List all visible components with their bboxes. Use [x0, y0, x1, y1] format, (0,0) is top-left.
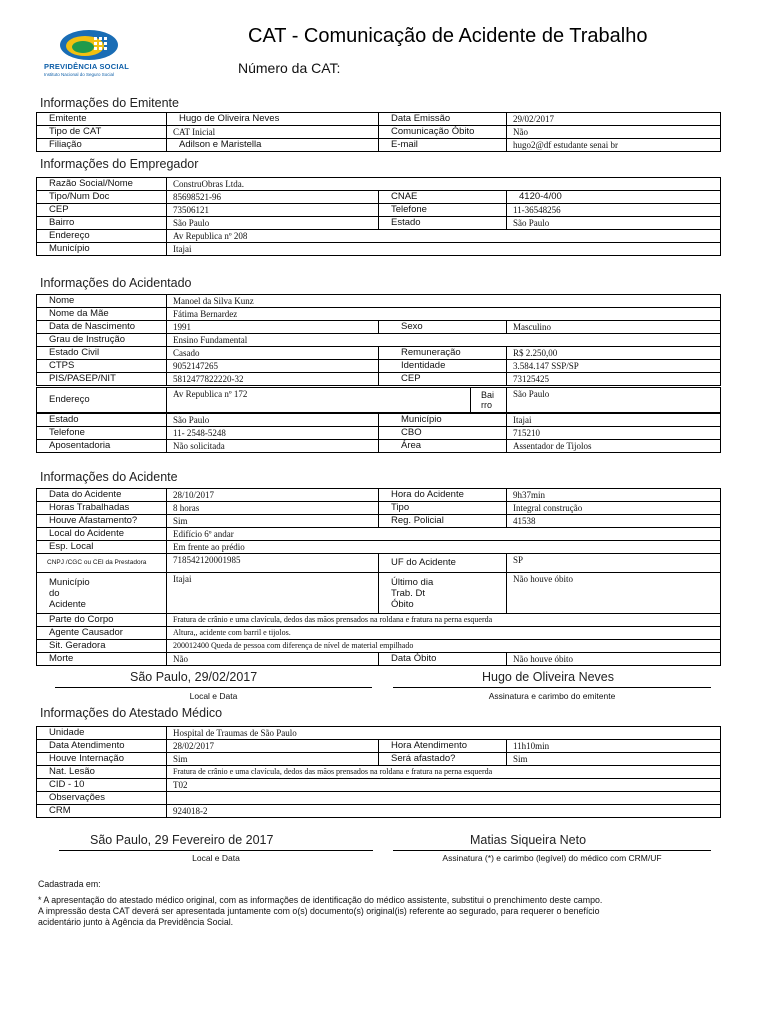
field-label: CEP	[37, 204, 167, 217]
field-label: Esp. Local	[37, 541, 167, 554]
field-value: Edifício 6º andar	[167, 528, 721, 541]
field-value: Não houve óbito	[507, 573, 721, 614]
footer-note-2: A impressão desta CAT deverá ser apresentada juntamente com o(s) documento(s) original(is) referente ao segurado, para requerer o benefício	[38, 906, 600, 916]
field-label: CNPJ /CGC ou CEI da Prestadora	[37, 554, 167, 573]
field-value: ConstruObras Ltda.	[167, 178, 721, 191]
field-label: Nat. Lesão	[37, 766, 167, 779]
field-value: Integral construção	[507, 502, 721, 515]
field-value: 11-36548256	[507, 204, 721, 217]
field-value: 73125425	[507, 373, 721, 386]
field-value: Fátima Bernardez	[167, 308, 721, 321]
bairro-label-line1: Bai	[481, 390, 495, 400]
field-value: Casado	[167, 347, 379, 360]
field-value: 11h10min	[507, 740, 721, 753]
field-label: Município	[37, 243, 167, 256]
field-label: E-mail	[379, 139, 507, 152]
ultimo-label-line1: Último dia	[391, 576, 434, 588]
field-label	[379, 573, 507, 614]
field-label: Tipo/Num Doc	[37, 191, 167, 204]
field-value: Itajai	[507, 414, 721, 427]
section-emitente-title: Informações do Emitente	[40, 96, 179, 110]
field-value: Não houve óbito	[507, 653, 721, 666]
field-value: 715210	[507, 427, 721, 440]
signature-caption: Assinatura e carimbo do emitente	[488, 691, 616, 701]
signature-line	[393, 687, 711, 688]
field-value: Fratura de crânio e uma clavícula, dedos das mãos prensados na roldana e fratura na perna esquerda	[167, 614, 721, 627]
field-label: Município	[379, 414, 507, 427]
field-value: Não	[507, 126, 721, 139]
logo-subtitle: Instituto Nacional do Seguro Social	[44, 72, 115, 77]
field-label: Comunicação Óbito	[379, 126, 507, 139]
atestado-table	[36, 726, 721, 818]
field-value: 41538	[507, 515, 721, 528]
field-label: Nome	[37, 295, 167, 308]
field-label: Grau de Instrução	[37, 334, 167, 347]
local-data-caption: Local e Data	[189, 691, 238, 701]
field-value: Sim	[167, 753, 379, 766]
field-label: Observações	[37, 792, 167, 805]
section-empregador-title: Informações do Empregador	[40, 157, 199, 171]
field-label: Tipo	[379, 502, 507, 515]
field-value: 8 horas	[167, 502, 379, 515]
field-label: Telefone	[37, 427, 167, 440]
field-label: Emitente	[37, 113, 167, 126]
medico-local-data-caption: Local e Data	[192, 853, 240, 863]
empregador-table	[36, 177, 721, 256]
field-label: Sexo	[379, 321, 507, 334]
field-value: Itajai	[167, 243, 721, 256]
field-label: Endereço	[37, 230, 167, 243]
field-label: CID - 10	[37, 779, 167, 792]
field-label: Houve Afastamento?	[37, 515, 167, 528]
section-acidentado-title: Informações do Acidentado	[40, 276, 192, 290]
field-label: Sit. Geradora	[37, 640, 167, 653]
field-label: Aposentadoria	[37, 440, 167, 453]
field-value: Assentador de Tijolos	[507, 440, 721, 453]
field-value: 85698521-96	[167, 191, 379, 204]
field-value: Av Republica nº 208	[167, 230, 721, 243]
field-value: 73506121	[167, 204, 379, 217]
municipio-label-line3: Acidente	[49, 598, 86, 610]
footer-note-1: * A apresentação do atestado médico original, com as informações de identificação do médico assistente, substitui o prenchimento deste campo.	[38, 895, 603, 905]
field-value: 9052147265	[167, 360, 379, 373]
footer-note-3: acidentário junto à Agência da Previdência Social.	[38, 917, 234, 927]
field-value: 28/02/2017	[167, 740, 379, 753]
field-value: 4120-4/00	[507, 191, 721, 204]
field-label: Horas Trabalhadas	[37, 502, 167, 515]
field-label: Data Óbito	[379, 653, 507, 666]
field-label: Estado	[379, 217, 507, 230]
field-label: Endereço	[37, 388, 167, 413]
field-value: São Paulo	[507, 217, 721, 230]
previdencia-logo-icon	[58, 28, 120, 62]
field-label: CNAE	[379, 191, 507, 204]
field-value: 3.584.147 SSP/SP	[507, 360, 721, 373]
field-value: São Paulo	[167, 414, 379, 427]
field-label: Data de Nascimento	[37, 321, 167, 334]
field-value: São Paulo	[507, 388, 721, 413]
field-label: Telefone	[379, 204, 507, 217]
field-value: São Paulo	[167, 217, 379, 230]
field-label: Hora Atendimento	[379, 740, 507, 753]
field-value	[167, 792, 721, 805]
field-value: Altura,, acidente com barril e tijolos.	[167, 627, 721, 640]
field-label: Filiação	[37, 139, 167, 152]
field-value: Itajai	[167, 573, 379, 614]
field-value: Adilson e Maristella	[167, 139, 379, 152]
field-value: Masculino	[507, 321, 721, 334]
ultimo-label-line2: Trab. Dt	[391, 587, 425, 599]
field-label	[37, 573, 167, 614]
acidentado-table	[36, 294, 721, 386]
bairro-label-line2: rro	[481, 400, 492, 410]
section-acidente-title: Informações do Acidente	[40, 470, 178, 484]
field-value: 1991	[167, 321, 379, 334]
field-value: 11- 2548-5248	[167, 427, 379, 440]
field-label: Estado	[37, 414, 167, 427]
field-label: UF do Acidente	[379, 554, 507, 573]
field-label: Houve Internação	[37, 753, 167, 766]
field-value: SP	[507, 554, 721, 573]
field-value: 200012400 Queda de pessoa com diferença de nível de material empilhado	[167, 640, 721, 653]
ultimo-label-line3: Óbito	[391, 598, 414, 610]
field-label: Data do Acidente	[37, 489, 167, 502]
field-value: Sim	[167, 515, 379, 528]
field-label: Razão Social/Nome	[37, 178, 167, 191]
field-label: CTPS	[37, 360, 167, 373]
field-label: Agente Causador	[37, 627, 167, 640]
field-value: 5812477822220-32	[167, 373, 379, 386]
medico-local-data-text: São Paulo, 29 Fevereiro de 2017	[90, 833, 274, 847]
field-label	[471, 388, 507, 413]
field-label: Remuneração	[379, 347, 507, 360]
field-value: Hugo de Oliveira Neves	[167, 113, 379, 126]
medico-local-data-line	[59, 850, 373, 851]
municipio-label-line2: do	[49, 587, 60, 599]
field-value: T02	[167, 779, 721, 792]
field-label: CEP	[379, 373, 507, 386]
field-value: Sim	[507, 753, 721, 766]
field-value: Ensino Fundamental	[167, 334, 721, 347]
field-label: Parte do Corpo	[37, 614, 167, 627]
field-label: Local do Acidente	[37, 528, 167, 541]
field-value: 9h37min	[507, 489, 721, 502]
local-data-text: São Paulo, 29/02/2017	[130, 670, 258, 684]
field-value: 29/02/2017	[507, 113, 721, 126]
field-label: Reg. Policial	[379, 515, 507, 528]
page-title: CAT - Comunicação de Acidente de Trabalho	[248, 25, 648, 47]
field-value: Manoel da Silva Kunz	[167, 295, 721, 308]
field-label: CRM	[37, 805, 167, 818]
field-value: hugo2@df estudante senai br	[507, 139, 721, 152]
medico-signature-line	[393, 850, 711, 851]
field-value: Fratura de crânio e uma clavícula, dedos das mãos prensados na roldana e fratura na perna esquerda	[167, 766, 721, 779]
field-value: CAT Inicial	[167, 126, 379, 139]
field-label: Bairro	[37, 217, 167, 230]
field-value: Av Republica nº 172	[167, 388, 471, 413]
emitente-name-text: Hugo de Oliveira Neves	[482, 670, 615, 684]
acidentado-endereco-table	[36, 387, 721, 413]
field-value: 718542120001985	[167, 554, 379, 573]
field-label: PIS/PASEP/NIT	[37, 373, 167, 386]
field-label: Nome da Mãe	[37, 308, 167, 321]
field-label: Estado Civil	[37, 347, 167, 360]
medico-name-text: Matias Siqueira Neto	[470, 833, 587, 847]
field-label: CBO	[379, 427, 507, 440]
field-value: 924018-2	[167, 805, 721, 818]
field-label: Será afastado?	[379, 753, 507, 766]
acidentado-local-table	[36, 413, 721, 453]
field-value: Não solicitada	[167, 440, 379, 453]
medico-signature-caption: Assinatura (*) e carimbo (legível) do médico com CRM/UF	[442, 853, 662, 863]
local-data-line	[55, 687, 372, 688]
previdencia-logo	[44, 28, 134, 80]
municipio-label-line1: Município	[49, 576, 90, 588]
field-label: Área	[379, 440, 507, 453]
field-label: Data Emissão	[379, 113, 507, 126]
field-label: Unidade	[37, 727, 167, 740]
emitente-table	[36, 112, 721, 152]
field-value: Em frente ao prédio	[167, 541, 721, 554]
acidente-table	[36, 488, 721, 666]
field-value: Hospital de Traumas de São Paulo	[167, 727, 721, 740]
field-label: Tipo de CAT	[37, 126, 167, 139]
field-value: R$ 2.250,00	[507, 347, 721, 360]
cadastrada-label: Cadastrada em:	[38, 879, 101, 889]
field-value: 28/10/2017	[167, 489, 379, 502]
field-label: Data Atendimento	[37, 740, 167, 753]
cat-number-label: Número da CAT:	[238, 60, 341, 76]
field-label: Morte	[37, 653, 167, 666]
field-label: Identidade	[379, 360, 507, 373]
logo-brand: PREVIDÊNCIA SOCIAL	[44, 62, 129, 71]
section-atestado-title: Informações do Atestado Médico	[40, 706, 223, 720]
field-value: Não	[167, 653, 379, 666]
field-label: Hora do Acidente	[379, 489, 507, 502]
